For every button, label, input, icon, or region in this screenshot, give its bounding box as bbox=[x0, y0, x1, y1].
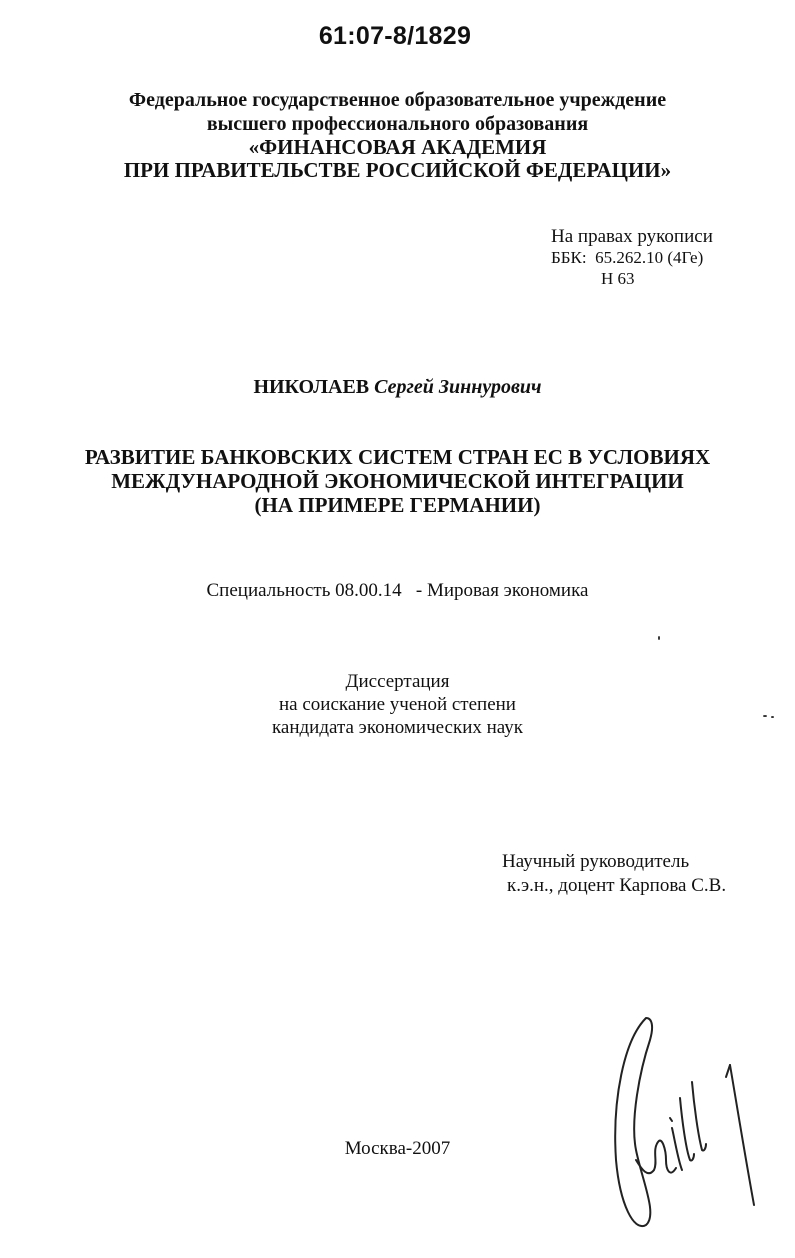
author-surname: НИКОЛАЕВ bbox=[253, 376, 370, 398]
scan-speck bbox=[658, 636, 660, 640]
bbk-classification: ББК: 65.262.10 (4Ге) bbox=[551, 248, 704, 267]
institution-line-3: «ФИНАНСОВАЯ АКАДЕМИЯ bbox=[248, 135, 547, 159]
author-given-names: Сергей Зиннурович bbox=[374, 376, 542, 398]
city-year: Москва-2007 bbox=[344, 1138, 451, 1159]
author-name bbox=[0, 376, 795, 399]
supervisor-name: к.э.н., доцент Карпова С.В. bbox=[507, 875, 727, 896]
manuscript-rights-label: На правах рукописи bbox=[551, 226, 713, 247]
institution-line-1: Федеральное государственное образовательное учреждение bbox=[128, 89, 667, 111]
degree-line-1: Диссертация bbox=[345, 671, 450, 692]
thesis-title-line-1: РАЗВИТИЕ БАНКОВСКИХ СИСТЕМ СТРАН ЕС В УСЛОВИЯХ bbox=[84, 445, 711, 469]
institution-line-4: ПРИ ПРАВИТЕЛЬСТВЕ РОССИЙСКОЙ ФЕДЕРАЦИИ» bbox=[123, 158, 672, 182]
degree-line-2: на соискание ученой степени bbox=[279, 694, 516, 715]
handwritten-signature bbox=[606, 1010, 766, 1240]
degree-line-3: кандидата экономических наук bbox=[271, 717, 524, 738]
institution-line-2: высшего профессионального образования bbox=[206, 113, 589, 135]
author-sign-code: Н 63 bbox=[601, 269, 635, 288]
thesis-title-line-2: МЕЖДУНАРОДНОЙ ЭКОНОМИЧЕСКОЙ ИНТЕГРАЦИИ bbox=[111, 469, 684, 493]
catalog-code: 61:07-8/1829 bbox=[318, 22, 472, 50]
supervisor-label: Научный руководитель bbox=[502, 851, 690, 872]
specialty: Специальность 08.00.14 - Мировая экономика bbox=[206, 580, 589, 601]
thesis-title-line-3: (НА ПРИМЕРЕ ГЕРМАНИИ) bbox=[254, 493, 541, 517]
